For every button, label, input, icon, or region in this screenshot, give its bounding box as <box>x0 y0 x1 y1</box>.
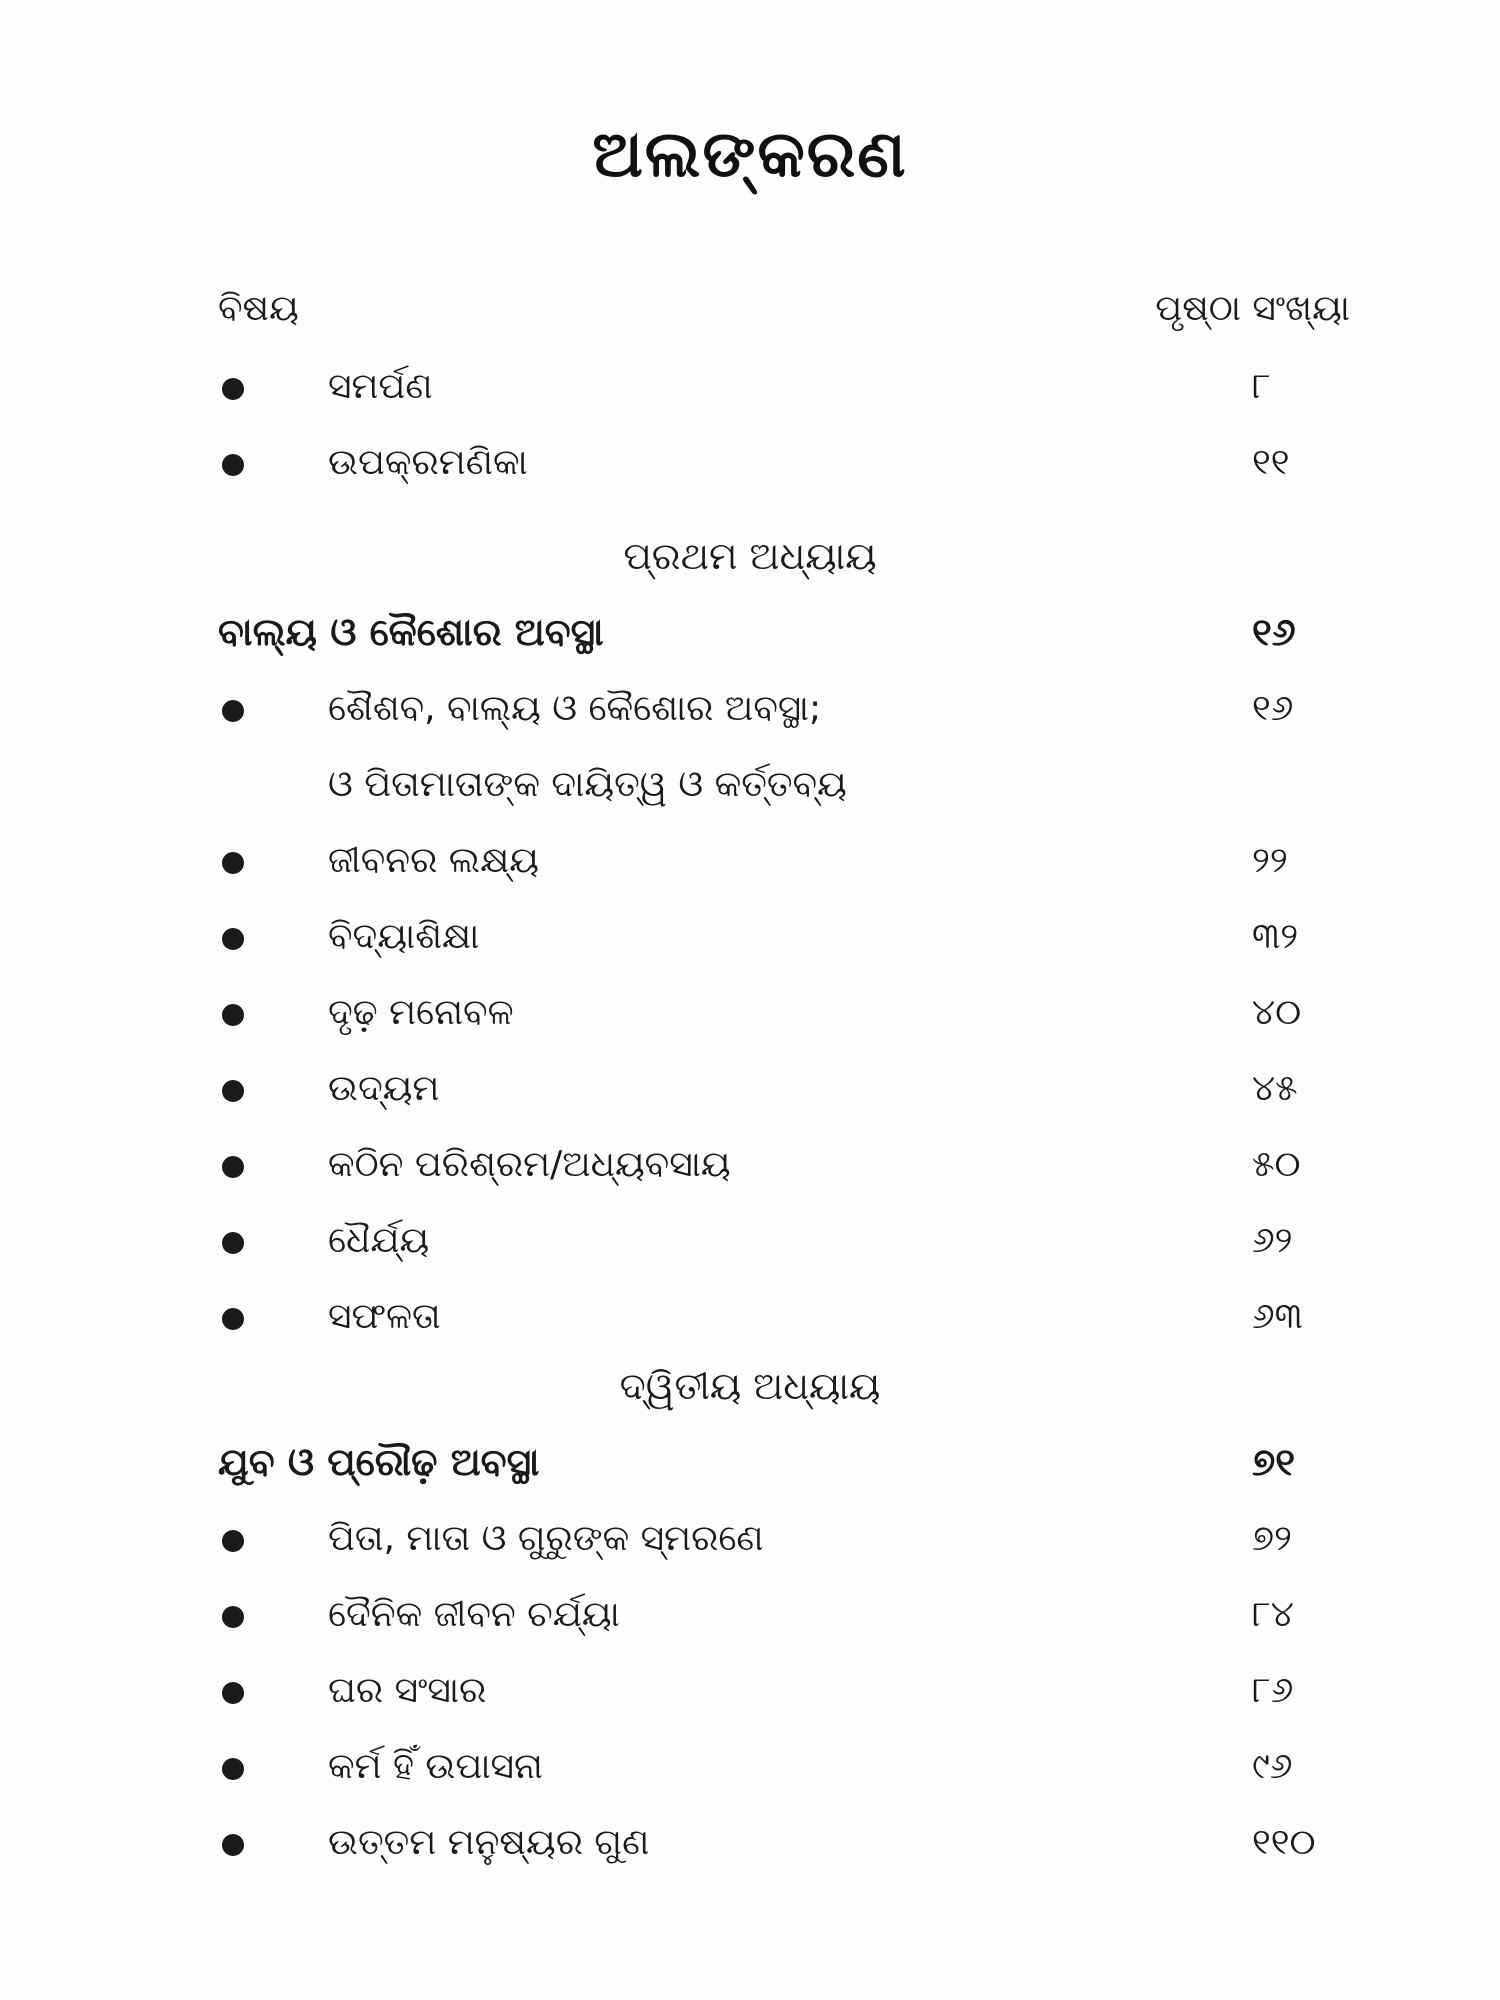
toc-item-patience[interactable] <box>0 1212 1500 1272</box>
toc-item-label: ଦୃଢ଼ ମନୋବଳ <box>328 992 514 1033</box>
bullet-icon <box>222 1758 244 1780</box>
toc-item-work-worship[interactable] <box>0 1738 1500 1798</box>
toc-item-label: ଦୈନିକ ଜୀବନ ଚର୍ଯ୍ୟା <box>328 1594 620 1635</box>
toc-item-household[interactable] <box>0 1662 1500 1722</box>
toc-item-page: ୯୬ <box>1252 1746 1293 1787</box>
bullet-icon <box>222 1530 244 1552</box>
bullet-icon <box>222 1080 244 1102</box>
toc-item-page: ୪୫ <box>1252 1068 1298 1109</box>
bullet-icon <box>222 1156 244 1178</box>
toc-item-page: ୧୧ <box>1252 442 1290 483</box>
section-page-youth: ୭୧ <box>1252 1440 1296 1484</box>
section-title-childhood[interactable]: ବାଲ୍ୟ ଓ କୈଶୋର ଅବସ୍ଥା <box>218 610 604 654</box>
toc-item-page: ୪୦ <box>1252 992 1302 1033</box>
toc-item-effort[interactable] <box>0 1060 1500 1120</box>
toc-item-label: ସଫଳତା <box>328 1296 441 1337</box>
toc-item-life-goal[interactable] <box>0 832 1500 892</box>
toc-item-success[interactable] <box>0 1288 1500 1348</box>
chapter-two-heading: ଦ୍ୱିତୀୟ ଅଧ୍ୟାୟ <box>619 1364 881 1408</box>
toc-item-label: କର୍ମ ହିଁ ଉପାସନା <box>328 1746 543 1787</box>
toc-item-label: ଧୈର୍ଯ୍ୟ <box>328 1220 430 1261</box>
toc-item-label-continued: ଓ ପିତାମାତାଙ୍କ ଦାୟିତ୍ୱ ଓ କର୍ତ୍ତବ୍ୟ <box>328 764 847 805</box>
toc-item-dedication[interactable] <box>0 358 1500 418</box>
toc-item-page: ୨୨ <box>1252 840 1288 881</box>
toc-item-page: ୬୨ <box>1252 1220 1293 1261</box>
section-page-childhood: ୧୬ <box>1252 610 1296 654</box>
toc-item-willpower[interactable] <box>0 984 1500 1044</box>
bullet-icon <box>222 1232 244 1254</box>
chapter-one-heading: ପ୍ରଥମ ଅଧ୍ୟାୟ <box>623 534 877 578</box>
toc-item-page: ୭୨ <box>1252 1518 1292 1559</box>
toc-item-continuation <box>0 756 1500 816</box>
bullet-icon <box>222 454 244 476</box>
toc-item-label: ପିତା, ମାତା ଓ ଗୁରୁଙ୍କ ସ୍ମରଣେ <box>328 1518 764 1559</box>
toc-item-education[interactable] <box>0 908 1500 968</box>
toc-item-good-qualities[interactable] <box>0 1814 1500 1874</box>
toc-item-label: ଜୀବନର ଲକ୍ଷ୍ୟ <box>328 840 539 881</box>
page-title: ଅଲଙ୍କରଣ <box>592 118 908 192</box>
subject-column-header: ବିଷୟ <box>218 288 299 329</box>
toc-item-page: ୮ <box>1252 366 1271 407</box>
toc-item-label: ଉପକ୍ରମଣିକା <box>328 442 528 483</box>
bullet-icon <box>222 1004 244 1026</box>
toc-item-page: ୧୧୦ <box>1252 1822 1316 1863</box>
bullet-icon <box>222 928 244 950</box>
bullet-icon <box>222 700 244 722</box>
toc-item-preface[interactable] <box>0 434 1500 494</box>
toc-item-label: ଘର ସଂସାର <box>328 1670 487 1711</box>
toc-item-page: ୩୨ <box>1252 916 1299 957</box>
toc-item-remembrance[interactable] <box>0 1510 1500 1570</box>
bullet-icon <box>222 1834 244 1856</box>
toc-item-label: ବିଦ୍ୟାଶିକ୍ଷା <box>328 916 480 957</box>
page-number-column-header: ପୃଷ୍ଠା ସଂଖ୍ୟା <box>1155 288 1350 329</box>
toc-item-page: ୧୬ <box>1252 688 1294 729</box>
toc-item-label: କଠିନ ପରିଶ୍ରମ/ଅଧ୍ୟବସାୟ <box>328 1144 731 1185</box>
bullet-icon <box>222 1606 244 1628</box>
toc-item-hard-work[interactable] <box>0 1136 1500 1196</box>
toc-item-label: ଶୈଶବ, ବାଲ୍ୟ ଓ କୈଶୋର ଅବସ୍ଥା; <box>328 688 822 729</box>
toc-item-page: ୬୩ <box>1252 1296 1303 1337</box>
toc-item-page: ୫୦ <box>1252 1144 1301 1185</box>
toc-item-page: ୮୬ <box>1252 1670 1294 1711</box>
toc-item-infancy[interactable] <box>0 680 1500 740</box>
toc-item-label: ସମର୍ପଣ <box>328 366 433 407</box>
bullet-icon <box>222 1308 244 1330</box>
toc-item-daily-routine[interactable] <box>0 1586 1500 1646</box>
toc-item-label: ଉତ୍ତମ ମନୁଷ୍ୟର ଗୁଣ <box>328 1822 650 1863</box>
toc-item-label: ଉଦ୍ୟମ <box>328 1068 440 1109</box>
toc-item-page: ୮୪ <box>1252 1594 1294 1635</box>
section-title-youth[interactable]: ଯୁବ ଓ ପ୍ରୌଢ଼ ଅବସ୍ଥା <box>218 1440 540 1484</box>
bullet-icon <box>222 378 244 400</box>
bullet-icon <box>222 1682 244 1704</box>
bullet-icon <box>222 852 244 874</box>
